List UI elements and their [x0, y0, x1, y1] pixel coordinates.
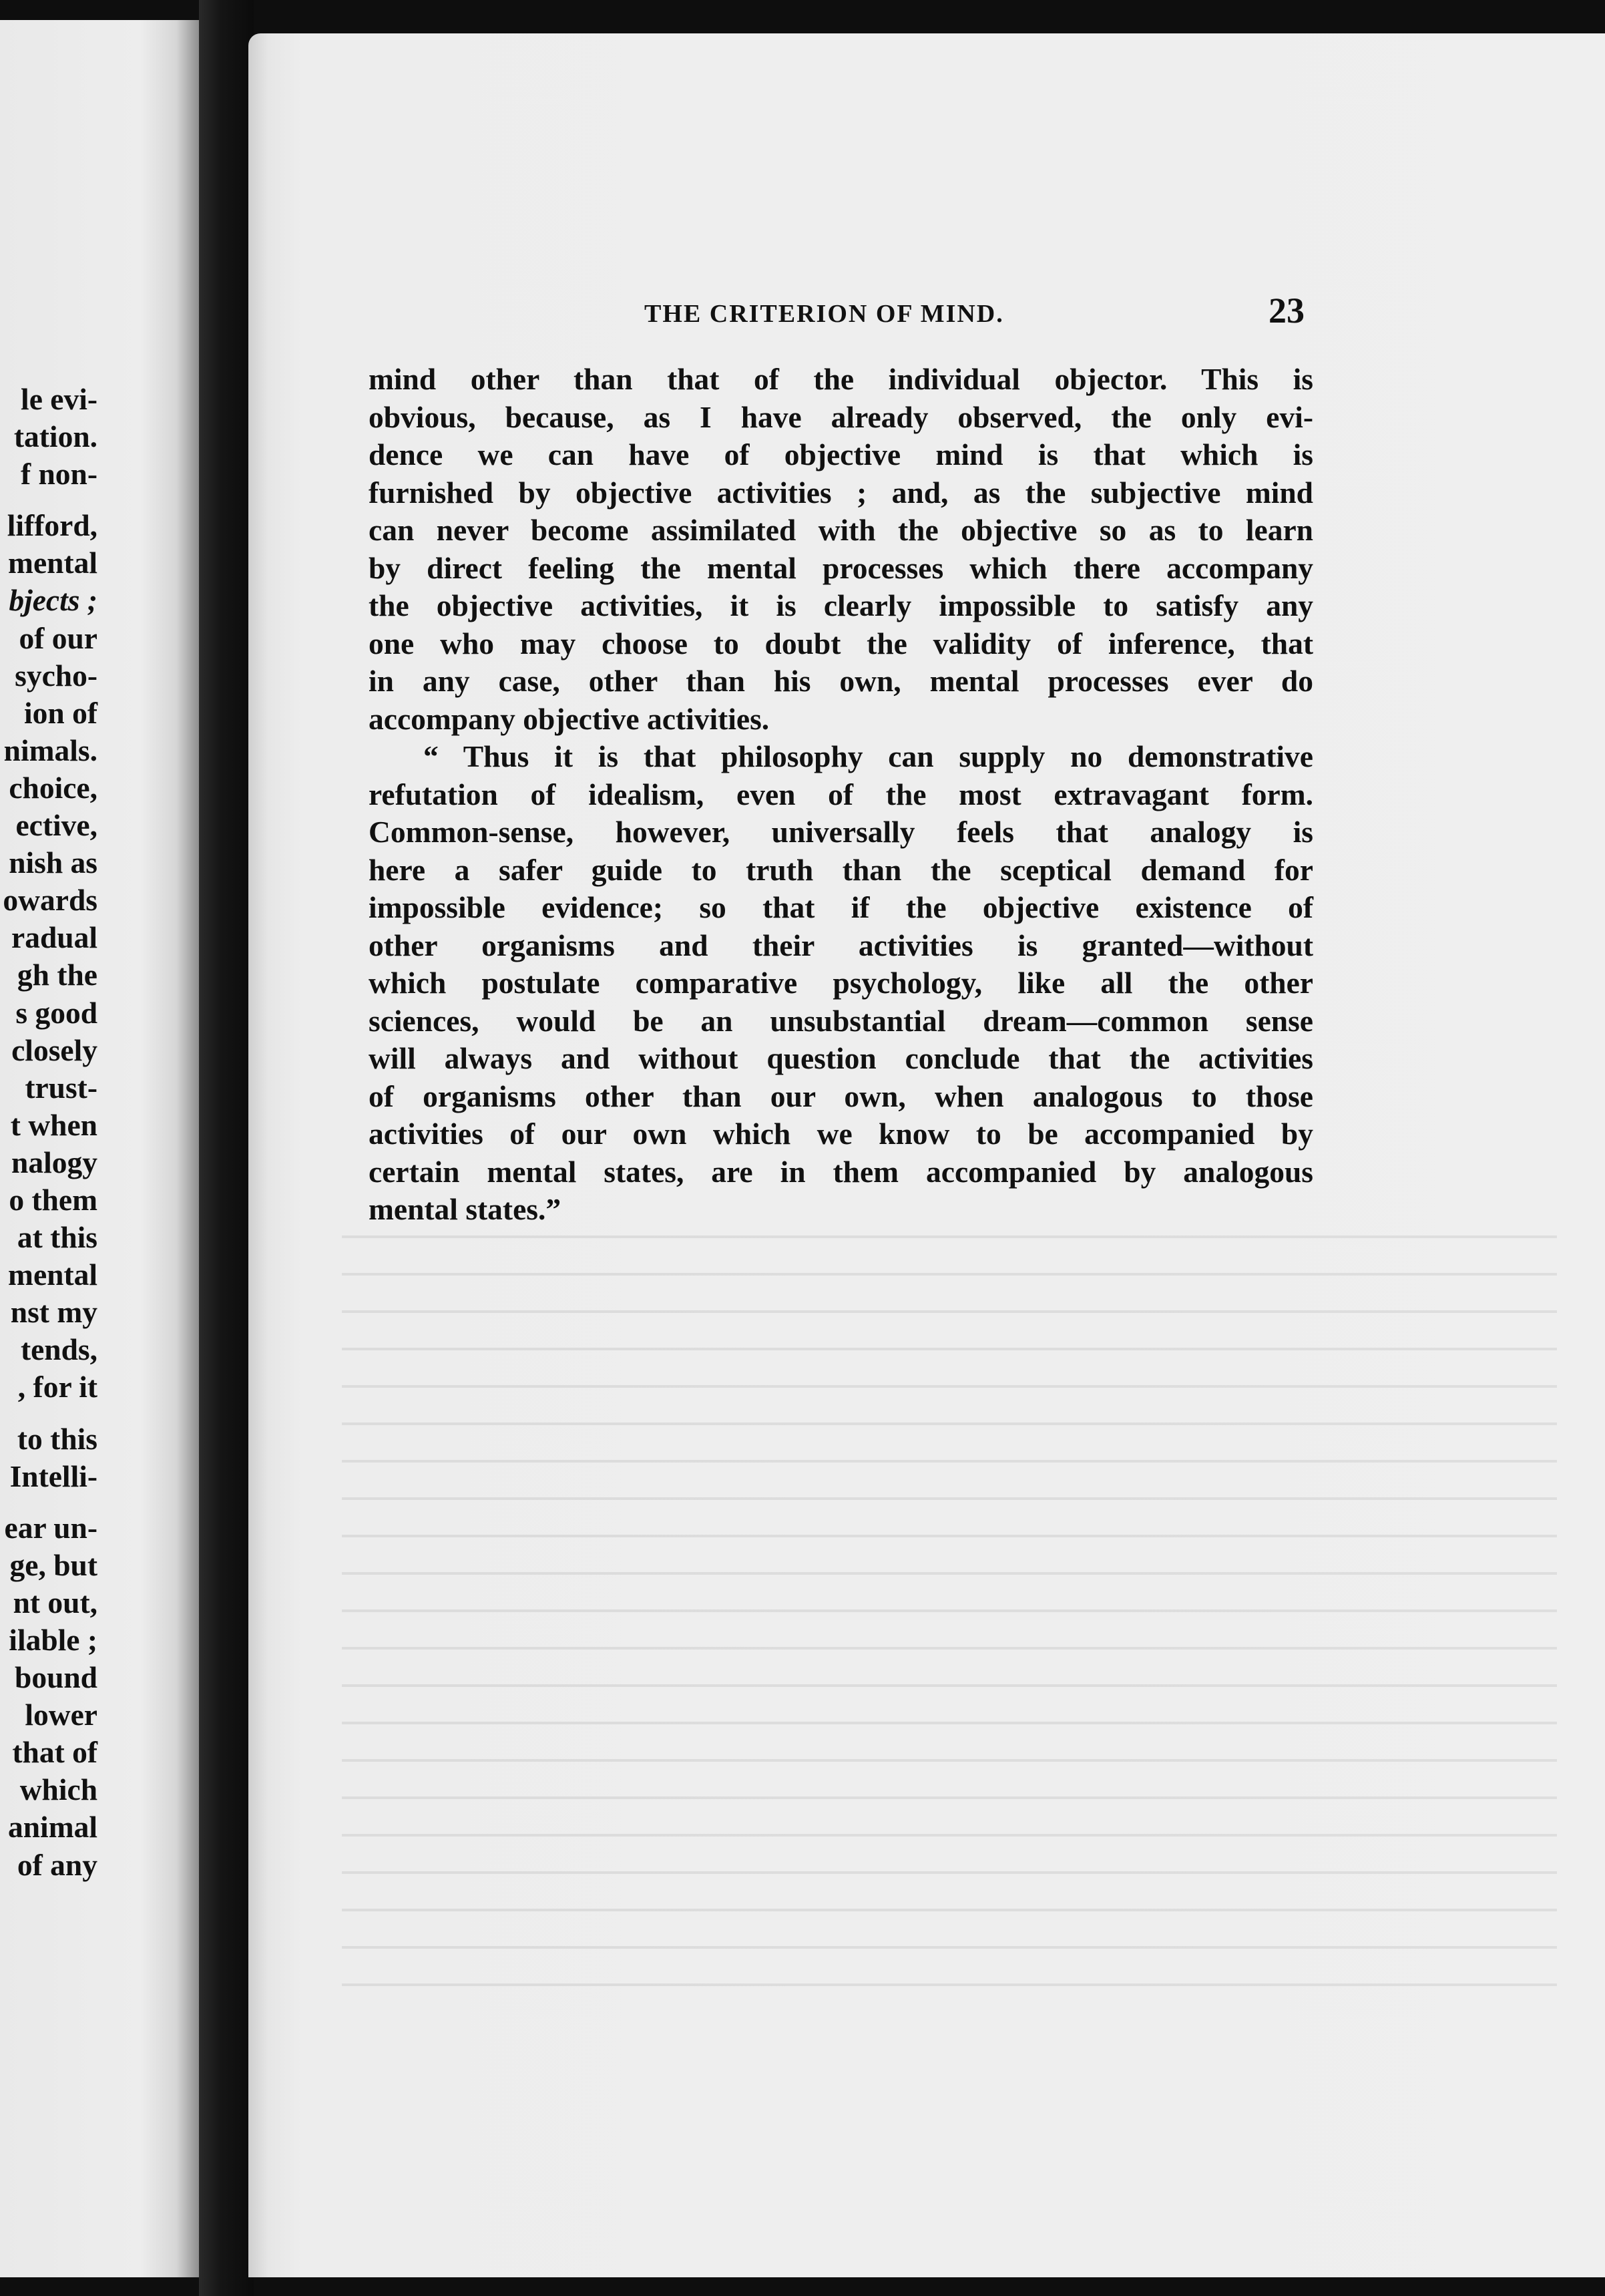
left-fragment: tends,: [20, 1332, 97, 1367]
text-line: the objective activities, it is clearly impossible to satisfy any: [369, 588, 1313, 622]
left-fragment: s good: [15, 995, 97, 1030]
left-fragment: Intelli-: [9, 1459, 97, 1493]
left-fragment: of any: [17, 1847, 97, 1882]
left-fragment: nst my: [10, 1295, 97, 1330]
left-fragment: gh the: [17, 958, 97, 992]
text-line: certain mental states, are in them accompanied by analogous: [369, 1154, 1313, 1189]
text-line: can never become assimilated with the objective so as to learn: [369, 513, 1313, 547]
text-line: impossible evidence; so that if the objective existence of: [369, 890, 1313, 924]
left-fragment: nish as: [9, 845, 97, 880]
text-line: furnished by objective activities ; and, as the subjective mind: [369, 475, 1313, 510]
left-fragment: mental: [8, 546, 97, 580]
left-fragment: of our: [19, 620, 97, 655]
text-line: by direct feeling the mental processes which there accompany: [369, 550, 1313, 585]
left-fragment: o them: [9, 1182, 97, 1217]
left-fragment: ilable ;: [9, 1623, 97, 1657]
text-line: “ Thus it is that philosophy can supply no demonstrative: [423, 739, 1313, 773]
left-fragment: ge, but: [9, 1547, 97, 1582]
left-fragment: lower: [25, 1698, 97, 1732]
left-fragment: nimals.: [3, 733, 97, 767]
text-line: mental states.”: [369, 1192, 561, 1226]
text-line: accompany objective activities.: [369, 701, 770, 736]
text-line: one who may choose to doubt the validity of inference, that: [369, 626, 1313, 660]
left-fragment: to this: [17, 1421, 97, 1456]
left-fragment: [0, 1406, 97, 1420]
text-line: mind other than that of the individual objector. This is: [369, 362, 1313, 396]
left-fragment: nt out,: [13, 1585, 97, 1619]
left-fragment: ective,: [15, 808, 97, 843]
running-head: THE CRITERION OF MIND.: [644, 300, 1004, 328]
text-line: which postulate comparative psychology, like all the other: [369, 966, 1313, 1000]
text-line: of organisms other than our own, when analogous to those: [369, 1079, 1313, 1113]
text-line: dence we can have of objective mind is that which is: [369, 437, 1313, 471]
text-line: will always and without question conclude that the activities: [369, 1041, 1313, 1075]
left-fragment: t when: [10, 1107, 97, 1142]
left-fragment: owards: [3, 883, 97, 918]
left-fragment: closely: [11, 1032, 97, 1067]
left-fragment: nalogy: [11, 1145, 97, 1179]
left-fragment: tation.: [13, 419, 97, 454]
body-text: [369, 361, 1313, 1229]
left-fragment: bound: [15, 1660, 97, 1695]
left-fragment: sycho-: [15, 658, 97, 693]
show-through-texture: [342, 1209, 1557, 1997]
left-fragment: [0, 493, 97, 507]
text-line: obvious, because, as I have already observed, the only evi-: [369, 399, 1313, 434]
text-line: refutation of idealism, even of the most extravagant form.: [369, 777, 1313, 811]
text-line: sciences, would be an unsubstantial dream—common sense: [369, 1003, 1313, 1038]
left-fragment: le evi-: [21, 382, 97, 416]
previous-page-text: [0, 381, 97, 1884]
left-fragment: animal: [8, 1810, 97, 1845]
text-line: Common-sense, however, universally feels that analogy is: [369, 815, 1313, 849]
left-fragment: bjects ;: [9, 583, 97, 618]
text-line: in any case, other than his own, mental processes ever do: [369, 664, 1313, 698]
left-fragment: ear un-: [4, 1510, 97, 1545]
page-number: 23: [1269, 291, 1305, 331]
left-fragment: radual: [11, 920, 97, 955]
left-fragment: ion of: [24, 695, 97, 730]
left-fragment: lifford,: [7, 508, 97, 543]
left-fragment: choice,: [9, 770, 97, 805]
left-fragment: at this: [17, 1220, 97, 1255]
left-fragment: [0, 1495, 97, 1509]
text-line: activities of our own which we know to be accompanied by: [369, 1117, 1313, 1151]
text-line: other organisms and their activities is granted—without: [369, 928, 1313, 962]
book-spine-shadow: [199, 0, 254, 2296]
previous-page-edge: [0, 20, 200, 2277]
text-line: here a safer guide to truth than the sceptical demand for: [369, 852, 1313, 887]
left-fragment: f non-: [20, 457, 97, 492]
left-fragment: mental: [8, 1258, 97, 1292]
left-fragment: trust-: [25, 1070, 97, 1105]
left-fragment: that of: [12, 1735, 97, 1770]
left-fragment: which: [19, 1772, 97, 1807]
left-fragment: , for it: [17, 1370, 97, 1404]
